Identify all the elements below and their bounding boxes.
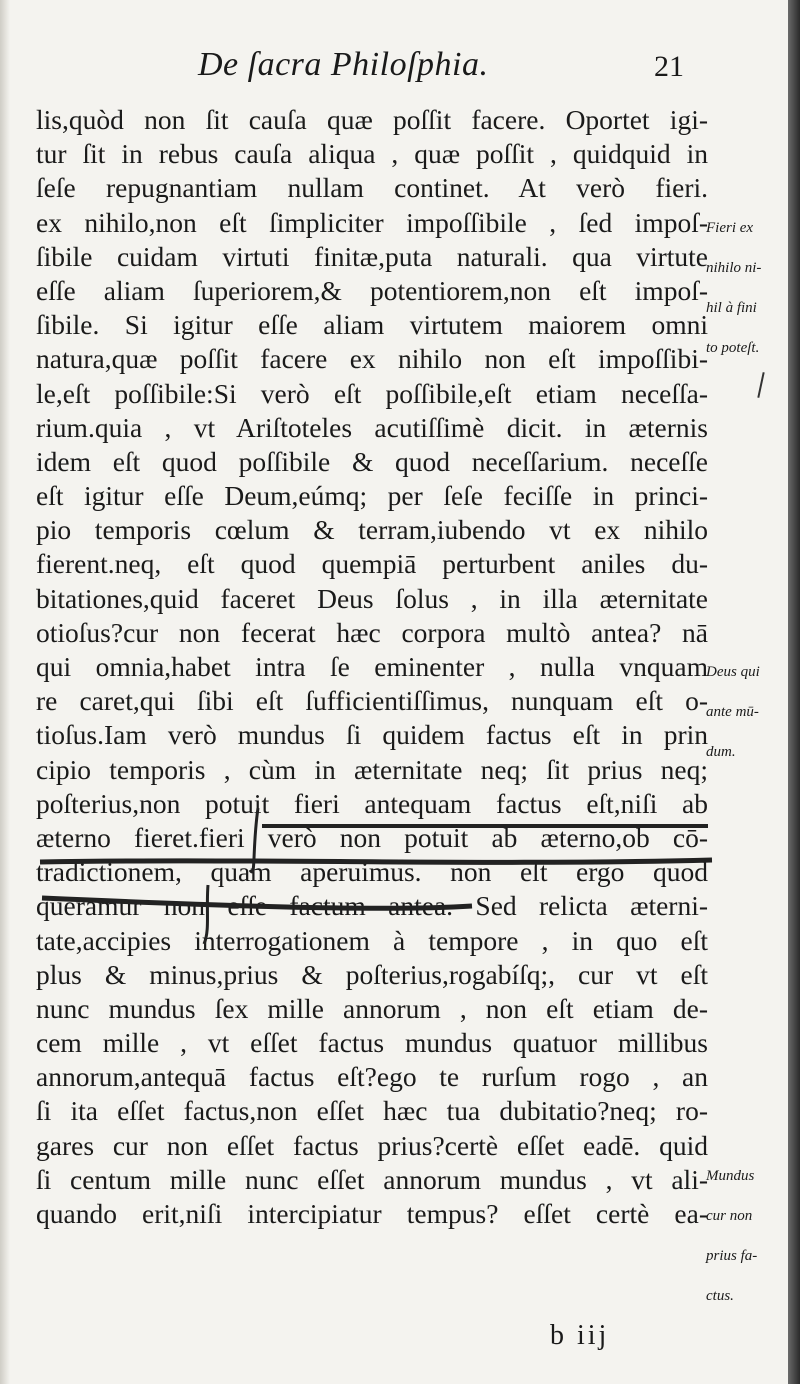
text-line: tioſus.Iam verò mundus ſi quidem factus eſt in prin (36, 719, 708, 751)
marginal-note (706, 642, 794, 782)
page-number: 21 (654, 50, 684, 83)
text-line: pio temporis cœlum & terram,iubendo vt ex nihilo (36, 514, 708, 546)
marginal-note-line: hil à fini (706, 300, 757, 316)
struck-text-line: cipio temporis , cùm in æternitate neq; ſit prius neq; (36, 753, 708, 785)
text-line: eſſe aliam ſuperiorem,& potentiorem,non eſt impoſ- (36, 274, 708, 306)
text-line: re caret,qui ſibi eſt ſufficientiſſimus, nunquam eſt o- (36, 685, 708, 717)
text-line: ſibile. Si igitur eſſe aliam virtutem maiorem omni (36, 309, 708, 341)
struck-text-line: æterno fieret.fieri verò non potuit ab æterno,ob cō- (36, 821, 708, 853)
text-line: ſeſe repugnantiam nullam continet. At verò fieri. (36, 172, 708, 204)
marginal-note-line: Deus qui (706, 664, 760, 680)
text-line: ſibile cuidam virtuti finitæ,puta naturali. qua virtute (36, 240, 708, 272)
text-line: qui omnia,habet intra ſe eminenter , nulla vnquam (36, 651, 708, 682)
text-line: cem mille , vt eſſet factus mundus quatuor millibus (36, 1027, 708, 1059)
text-line: eſt igitur eſſe Deum,eúmq; per ſeſe feciſſe in princi- (36, 480, 708, 512)
marginal-note-line: dum. (706, 744, 736, 760)
text-line: le,eſt poſſibile:Si verò eſt poſſibile,eſt etiam neceſſa- (36, 377, 708, 409)
marginal-note (706, 1146, 794, 1326)
marginal-note-line: cur non (706, 1208, 753, 1224)
text-line: ex nihilo,non eſt ſimpliciter impoſſibile , ſed impoſ- (36, 206, 708, 238)
text-line: annorum,antequā factus eſt?ego te rurſum rogo , an (36, 1061, 708, 1093)
text-line: otioſus?cur non fecerat hæc corpora multò antea? nā (36, 616, 708, 648)
text-line: tate,accipies interrogationem à tempore , in quo eſt (36, 924, 708, 956)
text-line: rium.quia , vt Ariſtoteles acutiſſimè dicit. in æternis (36, 411, 708, 443)
marginal-note-line: ctus. (706, 1288, 734, 1304)
text-line: nunc mundus ſex mille annorum , non eſt etiam de- (36, 992, 708, 1024)
text-line: fierent.neq, eſt quod quempiā perturbent aniles du- (36, 548, 708, 580)
marginal-note-line: ante mū- (706, 704, 759, 720)
text-line: ſi ita eſſet factus,non eſſet hæc tua dubitatio?neq; ro- (36, 1095, 708, 1127)
body-text (36, 103, 708, 1231)
marginal-note-line: Mundus (706, 1168, 755, 1184)
text-line: bitationes,quid faceret Deus ſolus , in illa æternitate (36, 582, 708, 614)
marginal-note (706, 198, 794, 378)
page-header (0, 40, 800, 100)
marginal-note-line: nihilo ni- (706, 260, 762, 276)
text-line: gares cur non eſſet factus prius?certè eſſet eadē. quid (36, 1129, 708, 1161)
text-line: tur ſit in rebus cauſa aliqua , quæ poſſit , quidquid in (36, 138, 708, 170)
text-line: idem eſt quod poſſibile & quod neceſſarium. neceſſe (36, 445, 708, 477)
text-line: quando erit,niſi intercipiatur tempus? eſſet certè ea- (36, 1198, 708, 1229)
marginal-note-line: prius fa- (706, 1248, 758, 1264)
text-line: lis,quòd non ſit cauſa quæ poſſit facere. Oportet igi- (36, 104, 708, 135)
text-line: tradictionem, quam aperuimus. non eſt ergo quod (36, 856, 708, 888)
text-line: natura,quæ poſſit facere ex nihilo non eſt impoſſibi- (36, 343, 708, 375)
page-gutter-shadow (0, 0, 10, 1384)
running-title: De ſacra Philoſphia. (198, 46, 489, 83)
text-line: queramur non eſſe factum antea. Sed relicta æterni- (36, 890, 708, 922)
marginal-note-line: to poteſt. (706, 340, 760, 356)
marginal-note-line: Fieri ex (706, 220, 754, 236)
text-line: plus & minus,prius & poſterius,rogabíſq;, cur vt eſt (36, 958, 708, 990)
signature-mark: b iij (550, 1320, 610, 1351)
struck-text-line: poſterius,non potuit fieri antequam factus eſt,niſi ab (36, 787, 708, 819)
text-line: ſi centum mille nunc eſſet annorum mundus , vt ali- (36, 1163, 708, 1195)
